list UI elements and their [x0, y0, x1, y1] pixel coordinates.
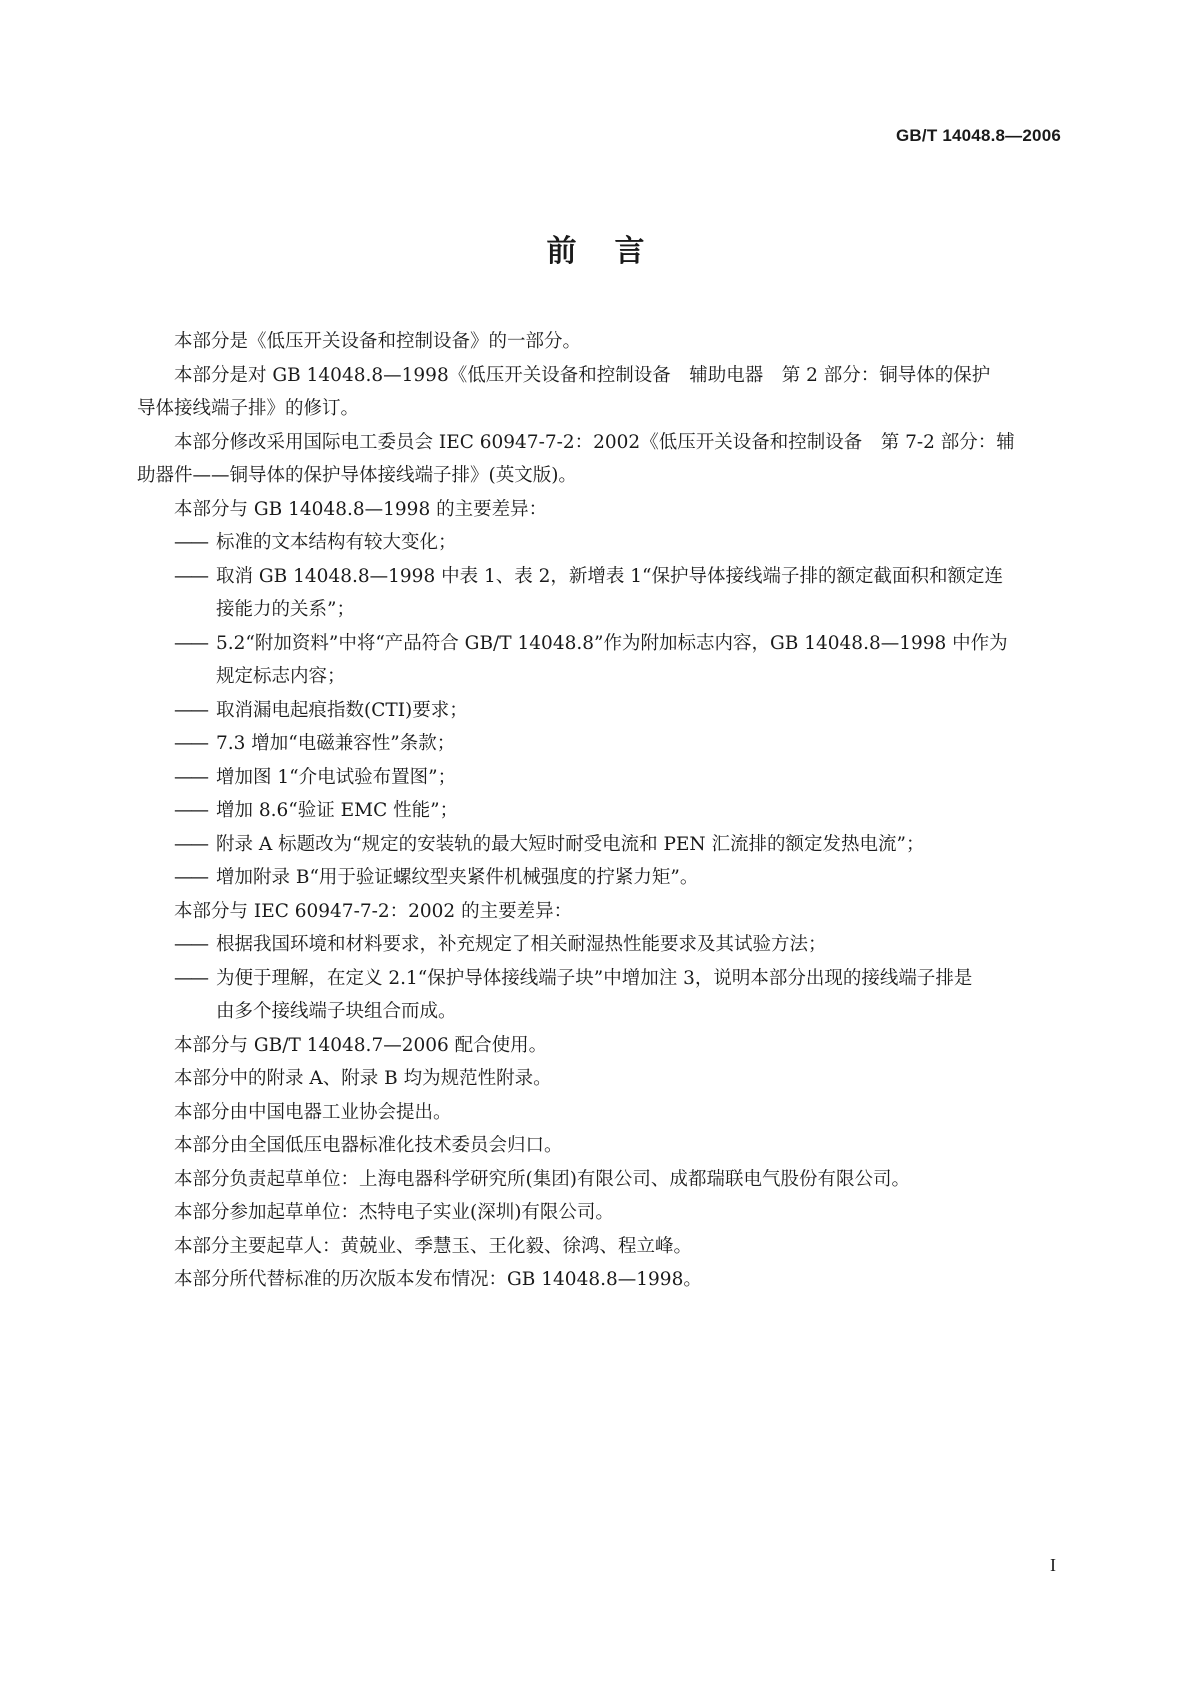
list-item-text-continued: 接能力的关系”； [216, 599, 355, 620]
difference-list-item [174, 861, 1054, 895]
page-title: 前言 [546, 234, 683, 269]
foreword-paragraph [174, 1196, 1054, 1230]
list-dash: —— [174, 800, 207, 821]
list-dash: —— [174, 699, 207, 721]
difference-list-item [174, 761, 1054, 795]
paragraph-text: 本部分主要起草人：黄兢业、季慧玉、王化毅、徐鸿、程立峰。 [174, 1235, 693, 1257]
paragraph-text: 本部分由全国低压电器标准化技术委员会归口。 [174, 1135, 563, 1156]
difference-list-item [174, 928, 1054, 962]
list-dash: —— [174, 934, 207, 955]
foreword-paragraph [137, 426, 1054, 493]
foreword-paragraph [174, 1062, 1054, 1096]
foreword-paragraph [174, 1096, 1054, 1130]
list-item-text: 5.2“附加资料”中将“产品符合 GB/T 14048.8”作为附加标志内容，GB 14048.8—1998 中作为 [216, 632, 1008, 654]
list-item-text: 为便于理解，在定义 2.1“保护导体接线端子块”中增加注 3，说明本部分出现的接线端子排是 [216, 967, 973, 989]
paragraph-text: 本部分修改采用国际电工委员会 IEC 60947-7-2：2002《低压开关设备和控制设备 第 7-2 部分：辅 [174, 431, 1015, 453]
list-item-text: 附录 A 标题改为“规定的安装轨的最大短时耐受电流和 PEN 汇流排的额定发热电流”； [216, 833, 925, 855]
paragraph-text: 本部分所代替标准的历次版本发布情况：GB 14048.8—1998。 [174, 1269, 702, 1290]
foreword-paragraph [174, 1029, 1054, 1063]
difference-list-item [174, 794, 1054, 828]
paragraph-text-continued: 导体接线端子排》的修订。 [137, 398, 360, 419]
paragraph-text: 本部分与 IEC 60947-7-2：2002 的主要差异： [174, 900, 573, 922]
paragraph-text: 本部分是对 GB 14048.8—1998《低压开关设备和控制设备 辅助电器 第 2 部分：铜导体的保护 [174, 364, 991, 386]
paragraph-text: 本部分负责起草单位：上海电器科学研究所(集团)有限公司、成都瑞联电气股份有限公司。 [174, 1168, 910, 1190]
list-dash: —— [174, 532, 207, 553]
list-dash: —— [174, 867, 207, 888]
list-item-text: 增加附录 B“用于验证螺纹型夹紧件机械强度的拧紧力矩”。 [216, 867, 699, 888]
list-item-text-continued: 规定标志内容； [216, 666, 346, 687]
list-dash: —— [174, 766, 207, 788]
difference-list-item [174, 627, 1054, 694]
paragraph-text: 本部分由中国电器工业协会提出。 [174, 1101, 452, 1123]
paragraph-text: 本部分与 GB 14048.8—1998 的主要差异： [174, 498, 548, 520]
foreword-paragraph [137, 359, 1054, 426]
difference-list-item [174, 962, 1054, 1029]
difference-list-item [174, 560, 1054, 627]
foreword-paragraph [174, 1129, 1054, 1163]
standard-number: GB/T 14048.8—2006 [896, 126, 1061, 145]
list-item-text-continued: 由多个接线端子块组合而成。 [216, 1001, 457, 1022]
list-item-text: 7.3 增加“电磁兼容性”条款； [216, 733, 456, 754]
foreword-paragraph [174, 325, 1054, 359]
list-item-text: 增加图 1“介电试验布置图”； [216, 766, 457, 788]
difference-list-item [174, 526, 1054, 560]
paragraph-text: 本部分是《低压开关设备和控制设备》的一部分。 [174, 331, 582, 352]
list-dash: —— [174, 632, 207, 654]
difference-list-item [174, 828, 1054, 862]
paragraph-text: 本部分与 GB/T 14048.7—2006 配合使用。 [174, 1034, 548, 1056]
list-dash: —— [174, 565, 207, 587]
paragraph-text: 本部分参加起草单位：杰特电子实业(深圳)有限公司。 [174, 1202, 614, 1223]
list-item-text: 标准的文本结构有较大变化； [216, 532, 457, 553]
list-dash: —— [174, 733, 207, 754]
paragraph-text-continued: 助器件——铜导体的保护导体接线端子排》(英文版)。 [137, 465, 577, 486]
foreword-paragraph [174, 1230, 1054, 1264]
list-item-text: 取消 GB 14048.8—1998 中表 1、表 2，新增表 1“保护导体接线端子排的额定截面积和额定连 [216, 565, 1004, 587]
foreword-body [137, 325, 1054, 1297]
list-dash: —— [174, 967, 207, 989]
foreword-paragraph [174, 493, 1054, 527]
foreword-paragraph [174, 1163, 1054, 1197]
list-item-text: 取消漏电起痕指数(CTI)要求； [216, 699, 468, 721]
difference-list-item [174, 694, 1054, 728]
foreword-paragraph [174, 895, 1054, 929]
list-item-text: 增加 8.6“验证 EMC 性能”； [216, 800, 459, 821]
foreword-paragraph [174, 1263, 1054, 1297]
list-dash: —— [174, 833, 207, 855]
list-item-text: 根据我国环境和材料要求，补充规定了相关耐湿热性能要求及其试验方法； [216, 934, 827, 955]
difference-list-item [174, 727, 1054, 761]
page-number: I [1050, 1555, 1056, 1575]
paragraph-text: 本部分中的附录 A、附录 B 均为规范性附录。 [174, 1068, 552, 1089]
